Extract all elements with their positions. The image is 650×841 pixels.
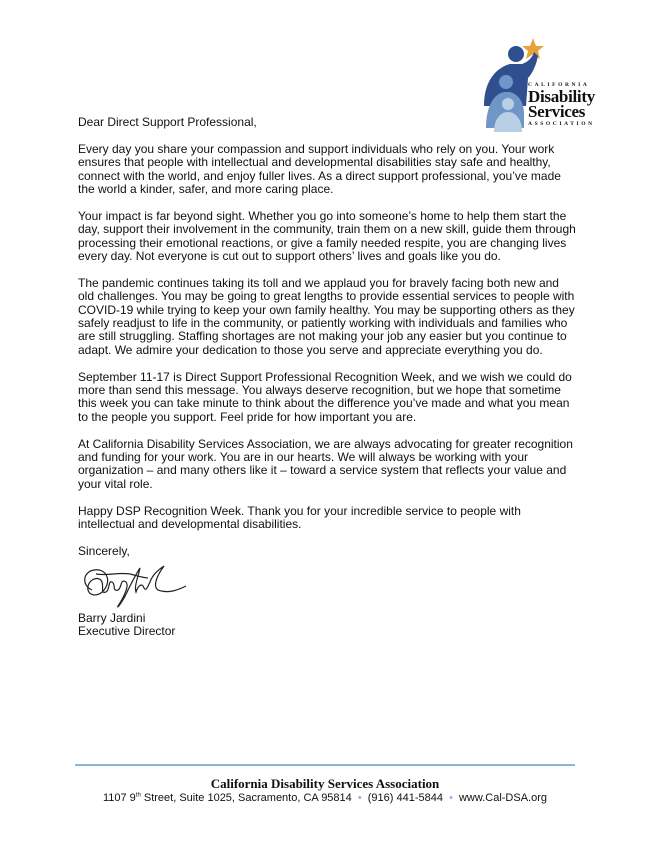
signer-block [78,612,175,639]
footer-org-name: California Disability Services Association [210,776,440,791]
signature-icon [78,560,188,612]
signature-image [78,560,188,612]
paragraph-2: Your impact is far beyond sight. Whether you go into someone’s home to help them start the day, support their involvement in the community, train them on a new skill, guide them through processing their emotional reactions, or give a family needed respite, you are changing lives every day. Not everyone is cut out to support others’ lives and goals like you do. [78,208,576,264]
paragraph-3: The pandemic continues taking its toll and we applaud you for bravely facing both new and old challenges. You may be going to great lengths to provide essential services to people with COVID-19 while trying to keep your own family healthy. You may be supporting others as they safely readjust to life in the community, or patiently working with individuals and families who are still struggling. Staffing shortages are not making your job any easier but you continue to adapt. We admire your dedication to those you serve and appreciate everything you do. [78,275,575,357]
signer-name: Barry Jardini [78,611,146,625]
signer-title: Executive Director [78,624,176,639]
footer-divider [75,764,575,766]
paragraph-4: September 11-17 is Direct Support Professional Recognition Week, and we wish we could do more than send this message. You always deserve recognition, but we hope that sometime this week you can take minute to think about the difference you’ve made and what you mean to the people you support. Feel pride for how important you are. [78,369,572,424]
letter-body [78,116,578,558]
logo-california-text: CALIFORNIA [528,82,590,88]
address-number: 1107 9 [102,792,136,804]
footer-phone: (916) 441-5844 [367,792,443,804]
salutation: Dear Direct Support Professional, [78,115,257,129]
closing: Sincerely, [78,543,130,558]
separator-dot: • [449,792,453,804]
logo-services-text: Services [528,102,586,121]
separator-dot: • [357,792,362,804]
address-ordinal: th [135,792,141,799]
footer-website[interactable]: www.Cal-DSA.org [458,792,548,804]
address-rest: Street, Suite 1025, Sacramento, CA 95814 [140,792,352,804]
paragraph-5: At California Disability Services Association, we are always advocating for greater recognition and funding for your work. You are in our hearts. We will always be working with your organization – and many others like it – toward a service system that reflects your value and your vital role. [78,436,573,491]
paragraph-6: Happy DSP Recognition Week. Thank you for your incredible service to people with intellectual and developmental disabilities. [78,503,521,532]
logo-disability-text: Disability [528,87,595,106]
paragraph-1: Every day you share your compassion and support individuals who rely on you. Your work ensures that people with intellectual and developmental disabilities stay safe and healthy, connect with the world, and enjoy fuller lives. As a direct support professional, you’ve made the world a kinder, safer, and more caring place. [78,141,561,197]
logo-association-text: ASSOCIATION [528,121,595,127]
footer-address-line [0,792,650,804]
